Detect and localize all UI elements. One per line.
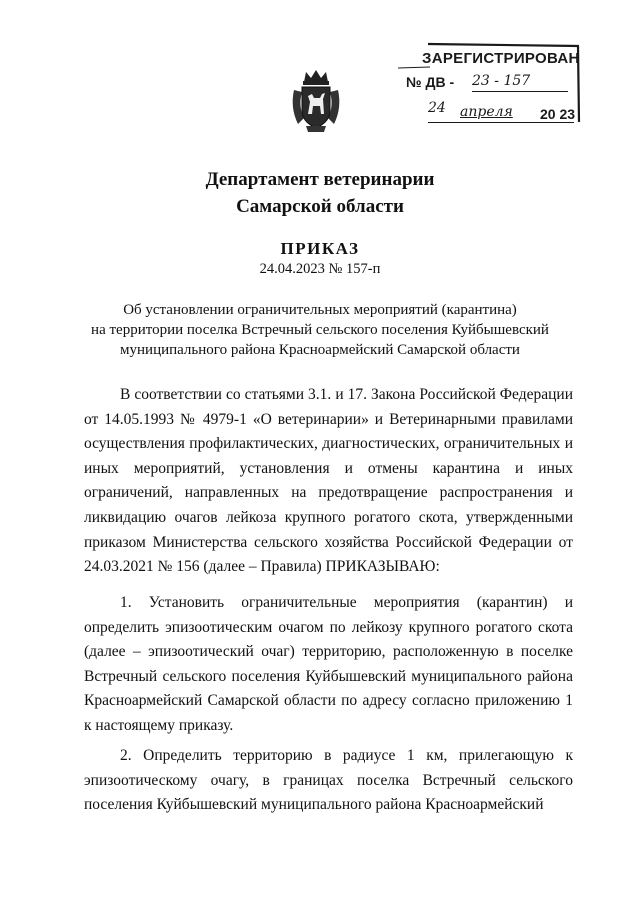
department-name-line1: Департамент ветеринарии xyxy=(205,169,435,190)
registration-stamp xyxy=(398,40,584,126)
body-paragraph-item-2: 2. Определить территорию в радиусе 1 км, прилегающую к эпизоотическому очагу, в границах поселка Встречный сельского поселения Куйбышевский муниципального района Красноармейский xyxy=(84,747,573,814)
body-paragraph-item-1: 1. Установить ограничительные мероприятия (карантин) и определить эпизоотическим очагом по лейкозу крупного рогатого скота (далее – эпизоотический очаг) территорию, расположенную в поселке Встречный сельского поселения Куйбышевский муниципального района Красноармейский Самарской области по адресу согласно приложению 1 к настоящему приказу. xyxy=(84,594,573,734)
stamp-date-underline xyxy=(428,122,574,123)
stamp-day: 24 xyxy=(428,100,446,116)
stamp-number-label: № ДВ - xyxy=(406,74,455,90)
stamp-title: ЗАРЕГИСТРИРОВАН xyxy=(422,50,580,67)
samara-coat-of-arms-icon xyxy=(288,68,344,134)
stamp-number-underline xyxy=(472,91,568,92)
subject-line2: на территории поселка Встречный сельского поселения Куйбышевский xyxy=(91,322,549,338)
stamp-year: 20 23 xyxy=(540,106,576,122)
body-paragraph-preamble: В соответствии со статьями 3.1. и 17. Закона Российской Федерации от 14.05.1993 № 4979-1 «О ветеринарии» и Ветеринарными правилами осуществления профилактических, диагностических, ограничительных и иных мероприятий, установления и отмены карантина и иных ограничений, направленных на предотвращение распространения и ликвидацию очагов лейкоза крупного рогатого скота, утвержденными приказом Министерства сельского хозяйства Российской Федерации от 24.03.2021 № 156 (далее – Правила) ПРИКАЗЫВАЮ: xyxy=(84,386,573,576)
stamp-month: апреля xyxy=(460,104,513,120)
document-date-number: 24.04.2023 № 157-п xyxy=(259,261,381,277)
subject-line1: Об установлении ограничительных мероприятий (карантина) xyxy=(123,302,517,318)
stamp-number-value: 23 - 157 xyxy=(472,73,531,89)
department-name-line2: Самарской области xyxy=(236,196,404,217)
subject-line3: муниципального района Красноармейский Самарской области xyxy=(120,342,520,358)
document-type: ПРИКАЗ xyxy=(280,239,360,258)
